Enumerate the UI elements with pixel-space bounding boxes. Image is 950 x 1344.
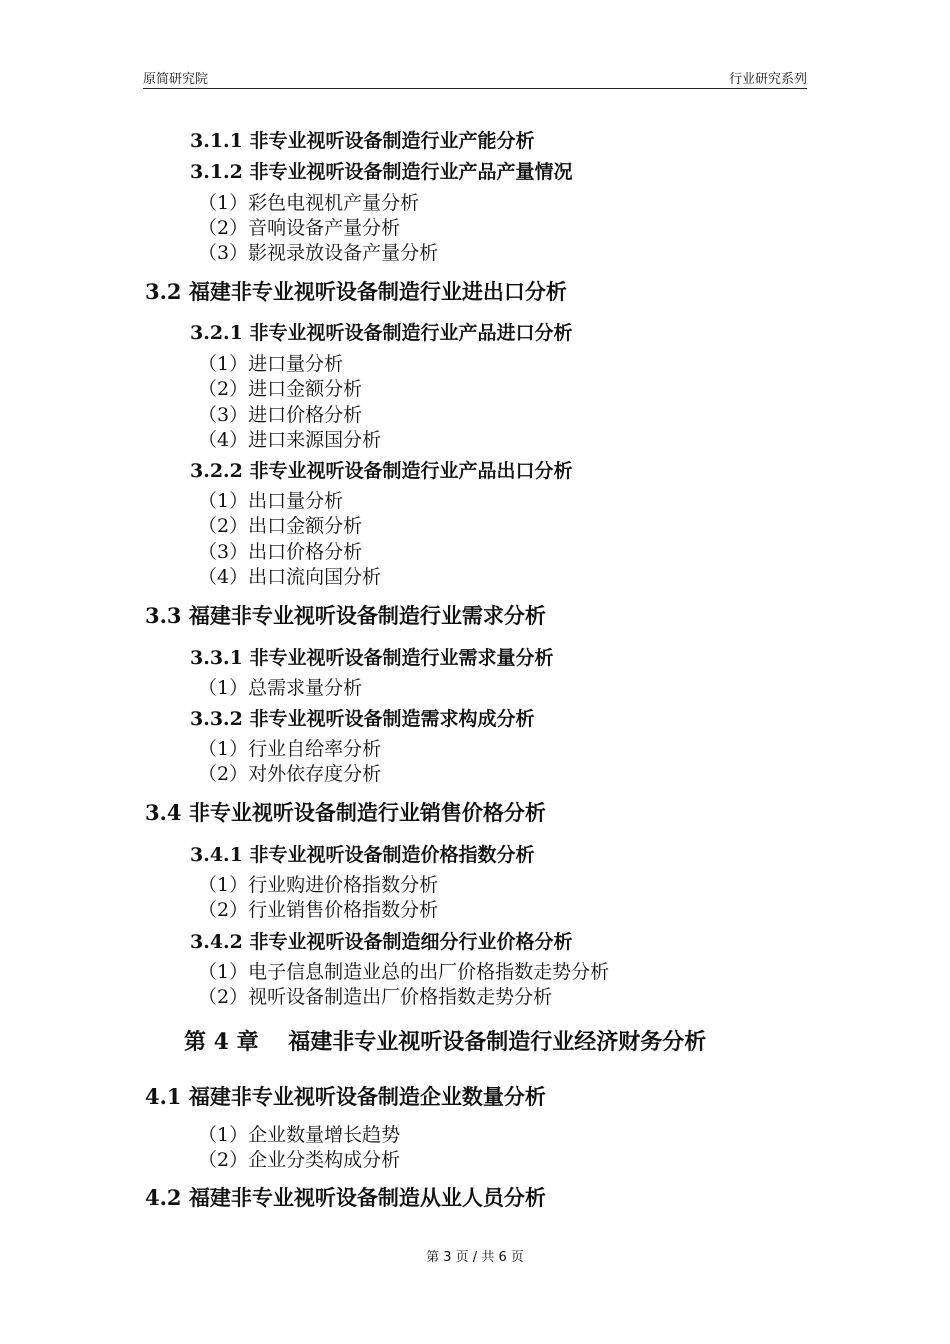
toc-entry: 3.4.2 非专业视听设备制造细分行业价格分析 [190, 931, 573, 953]
toc-entry: 3.2.1 非专业视听设备制造行业产品进口分析 [190, 322, 573, 344]
toc-entry: （2）音响设备产量分析 [198, 217, 401, 239]
toc-entry: 3.2.2 非专业视听设备制造行业产品出口分析 [190, 460, 573, 482]
toc-entry: （3）出口价格分析 [198, 541, 363, 563]
toc-entry: （1）行业自给率分析 [198, 738, 382, 760]
toc-chapter: 第 4 章 福建非专业视听设备制造行业经济财务分析 [184, 1029, 707, 1055]
toc-entry: （2）出口金额分析 [198, 515, 363, 537]
toc-section: 3.4 非专业视听设备制造行业销售价格分析 [145, 800, 546, 825]
toc-entry: 3.1.1 非专业视听设备制造行业产能分析 [190, 130, 535, 152]
toc-entry: （4）出口流向国分析 [198, 566, 382, 588]
header-org: 原简研究院 [143, 72, 209, 87]
toc-entry: 3.3.2 非专业视听设备制造需求构成分析 [190, 708, 535, 730]
toc-entry: （1）进口量分析 [198, 353, 344, 375]
toc-entry: （3）进口价格分析 [198, 404, 363, 426]
page-header [143, 66, 807, 89]
toc-entry: （1）行业购进价格指数分析 [198, 874, 439, 896]
toc-entry: （1）总需求量分析 [198, 677, 363, 699]
toc-section: 4.1 福建非专业视听设备制造企业数量分析 [145, 1084, 546, 1109]
toc-entry: （1）电子信息制造业总的出厂价格指数走势分析 [198, 961, 610, 983]
toc-entry: 3.3.1 非专业视听设备制造行业需求量分析 [190, 647, 554, 669]
toc-entry: （1）彩色电视机产量分析 [198, 192, 420, 214]
header-series: 行业研究系列 [728, 72, 807, 87]
toc-section: 3.3 福建非专业视听设备制造行业需求分析 [145, 603, 546, 628]
toc-entry: （2）行业销售价格指数分析 [198, 899, 439, 921]
toc-entry: （1）企业数量增长趋势 [198, 1124, 401, 1146]
toc-entry: （1）出口量分析 [198, 490, 344, 512]
toc-entry: （2）视听设备制造出厂价格指数走势分析 [198, 986, 553, 1008]
toc-entry: （4）进口来源国分析 [198, 429, 382, 451]
toc-entry: 3.4.1 非专业视听设备制造价格指数分析 [190, 844, 535, 866]
toc-entry: （3）影视录放设备产量分析 [198, 242, 439, 264]
toc-entry: （2）进口金额分析 [198, 378, 363, 400]
toc-entry: （2）对外依存度分析 [198, 763, 382, 785]
toc-section: 3.2 福建非专业视听设备制造行业进出口分析 [145, 279, 567, 304]
page-footer: 第 3 页 / 共 6 页 [426, 1250, 524, 1265]
toc-entry: 3.1.2 非专业视听设备制造行业产品产量情况 [190, 161, 573, 183]
toc-section: 4.2 福建非专业视听设备制造从业人员分析 [145, 1185, 546, 1210]
toc-entry: （2）企业分类构成分析 [198, 1149, 401, 1171]
